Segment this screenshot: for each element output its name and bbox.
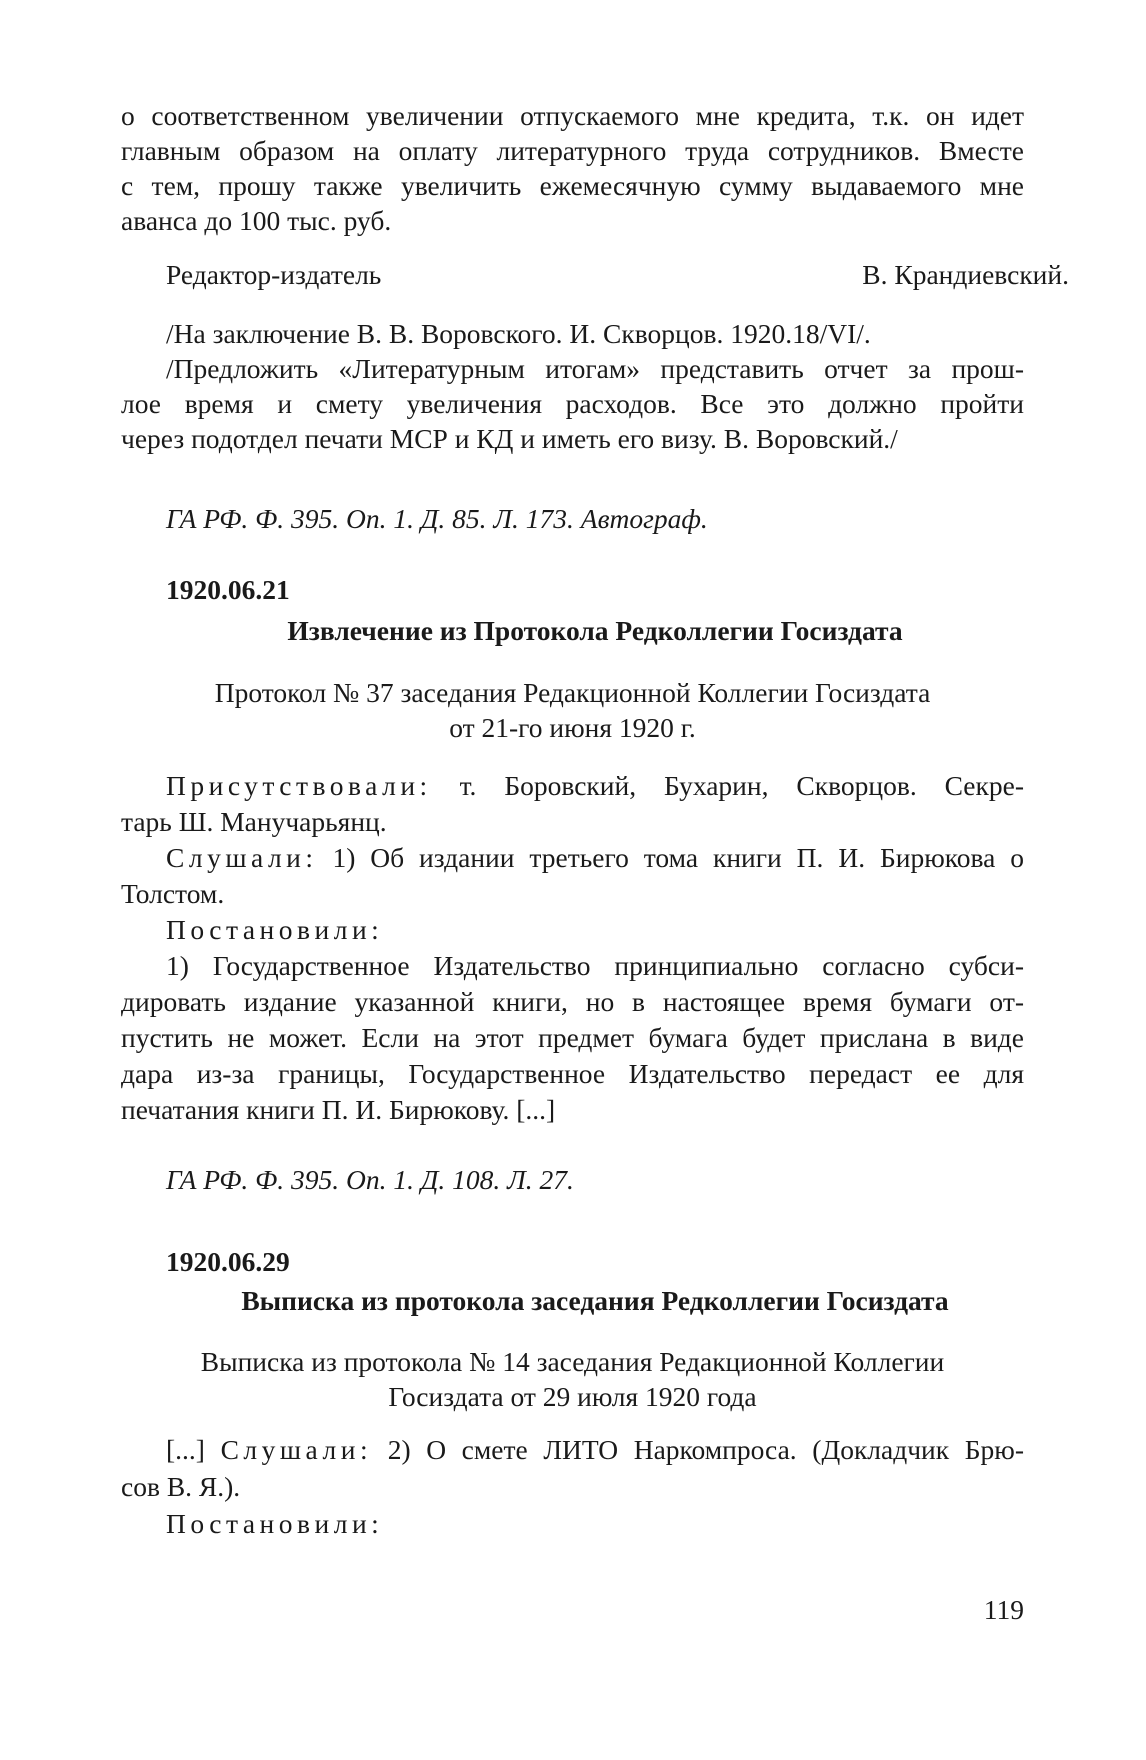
resolution-1: /На заключение В. В. Воровского. И. Скворцов. 1920.18/VI/.	[166, 318, 871, 349]
text-line: пустить не может. Если на этот предмет бумага будет прислана в виде	[121, 1022, 1024, 1053]
text-line: через подотдел печати МСР и КД и иметь его визу. В. Воровский./	[121, 423, 898, 454]
text-line: 1) Государственное Издательство принципиально согласно субси-	[166, 950, 1024, 981]
text-line: /Предложить «Литературным итогам» представить отчет за прош-	[166, 353, 1024, 384]
text-line: дировать издание указанной книги, но в настоящее время бумаги от-	[121, 986, 1024, 1017]
text-line: дара из-за границы, Государственное Издательство передаст ее для	[121, 1058, 1024, 1089]
text-line: Толстом.	[121, 878, 225, 909]
resolutions	[121, 316, 1024, 456]
doc-subtitle	[121, 675, 1024, 745]
doc-title: Извлечение из Протокола Редколлегии Госиздата	[287, 615, 903, 646]
doc-body	[121, 1431, 1024, 1542]
signature-name: В. Крандиевский.	[862, 259, 1069, 290]
page-number: 119	[983, 1594, 1024, 1625]
present-text: т. Боровский, Бухарин, Скворцов. Секре-	[459, 770, 1024, 801]
text-line: сов В. Я.).	[121, 1471, 241, 1502]
subtitle-line: Протокол № 37 заседания Редакционной Коллегии Госиздата	[214, 677, 931, 708]
subtitle-line: Госиздата от 29 июля 1920 года	[388, 1381, 757, 1412]
resolved-label: Постановили:	[166, 914, 384, 945]
doc-body	[121, 768, 1024, 1128]
text-line: печатания книги П. И. Бирюкову. [...]	[121, 1094, 556, 1125]
text-line: с тем, прошу также увеличить ежемесячную сумму выдаваемого мне	[121, 170, 1024, 201]
present-label: Присутствовали:	[166, 770, 432, 801]
paragraph-request	[121, 98, 1024, 238]
text-line: аванса до 100 тыс. руб.	[121, 205, 392, 236]
doc-date: 1920.06.29	[166, 1246, 290, 1277]
doc-title: Выписка из протокола заседания Редколлегии Госиздата	[241, 1285, 949, 1316]
heard-label: Слушали:	[220, 1434, 373, 1465]
doc-subtitle	[121, 1344, 1024, 1414]
text-line: тарь Ш. Манучарьянц.	[121, 806, 387, 837]
text-line: о соответственном увеличении отпускаемого мне кредита, т.к. он идет	[121, 100, 1024, 131]
resolved-label: Постановили:	[166, 1508, 384, 1539]
archive-source-2: ГА РФ. Ф. 395. Оп. 1. Д. 108. Л. 27.	[166, 1164, 574, 1195]
ellipsis: [...]	[166, 1434, 205, 1465]
signature-line	[121, 257, 1069, 292]
text-line: лое время и смету увеличения расходов. Все это должно пройти	[121, 388, 1024, 419]
subtitle-line: Выписка из протокола № 14 заседания Редакционной Коллегии	[200, 1346, 945, 1377]
heard-label: Слушали:	[166, 842, 318, 873]
heard-text: 1) Об издании третьего тома книги П. И. Бирюкова о	[332, 842, 1025, 873]
subtitle-line: от 21-го июня 1920 г.	[449, 712, 696, 743]
archive-source-1: ГА РФ. Ф. 395. Оп. 1. Д. 85. Л. 173. Автограф.	[166, 503, 708, 534]
text-line: главным образом на оплату литературного труда сотрудников. Вместе	[121, 135, 1024, 166]
heard-text: 2) О смете ЛИТО Наркомпроса. (Докладчик Брю-	[387, 1434, 1024, 1465]
doc-date: 1920.06.21	[166, 574, 290, 605]
signature-role: Редактор-издатель	[166, 259, 382, 290]
